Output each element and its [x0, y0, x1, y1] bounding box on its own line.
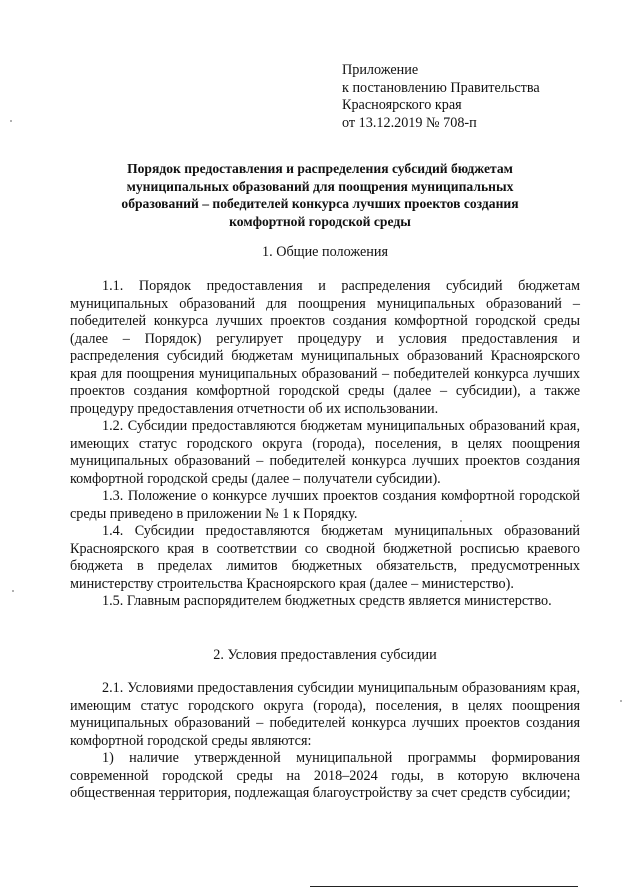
footer-rule: [310, 886, 578, 887]
appendix-line: Приложение: [342, 62, 419, 78]
scan-speck: [10, 120, 12, 122]
document-title: [100, 160, 540, 230]
paragraph-1-4: 1.4. Субсидии предоставляются бюджетам муниципальных образований Красноярского края в соответствии со сводной бюджетной росписью краевого бюджета в пределах лимитов бюджетных обязательств, предусмотренных министерству строительства Красноярского края (далее – министерство).: [70, 523, 580, 592]
title-line: Порядок предоставления и распределения субсидий бюджетам: [127, 161, 513, 176]
scan-speck: [620, 700, 622, 702]
title-line: комфортной городской среды: [229, 213, 411, 229]
section-1-body: [70, 278, 580, 611]
scan-speck: [12, 590, 14, 592]
scan-speck: [460, 520, 462, 522]
appendix-block: [342, 62, 540, 132]
paragraph-1-5: 1.5. Главным распорядителем бюджетных средств является министерство.: [102, 593, 552, 609]
paragraph-1-1: 1.1. Порядок предоставления и распределения субсидий бюджетам муниципальных образований для поощрения муниципальных образований – победителей конкурса лучших проектов создания комфортной городской среды (далее – Порядок) регулирует процедуру и условия предоставления и распределения субсидий бюджетам муниципальных образований Красноярского края для поощрения муниципальных образований – победителей конкурса лучших проектов создания комфортной городской среды (далее – субсидии), а также процедуру предоставления отчетности об их использовании.: [70, 278, 580, 417]
section-2-heading: 2. Условия предоставления субсидии: [213, 647, 437, 663]
appendix-line: Красноярского края: [342, 97, 462, 113]
paragraph-2-1: 2.1. Условиями предоставления субсидии муниципальным образованиям края, имеющим статус городского округа (города), поселения, в целях поощрения муниципальных образований – победителей конкурса лучших проектов создания комфортной городской среды являются:: [70, 680, 580, 749]
section-2-body: [70, 680, 580, 803]
paragraph-2-1-item-1: 1) наличие утвержденной муниципальной программы формирования современной городской среды на 2018–2024 годы, в которую включена общественная территория, подлежащая благоустройству за счет средств субсидии;: [70, 750, 580, 801]
title-line: образований – победителей конкурса лучших проектов создания: [121, 196, 519, 211]
paragraph-1-3: 1.3. Положение о конкурсе лучших проектов создания комфортной городской среды приведено в приложении № 1 к Порядку.: [70, 488, 580, 522]
paragraph-1-2: 1.2. Субсидии предоставляются бюджетам муниципальных образований края, имеющих статус городского округа (города), поселения, в целях поощрения муниципальных образований – победителей конкурса лучших проектов создания комфортной городской среды (далее – получатели субсидии).: [70, 418, 580, 487]
section-1-heading: 1. Общие положения: [262, 244, 388, 260]
appendix-date-line: от 13.12.2019 № 708-п: [342, 114, 477, 131]
appendix-line: к постановлению Правительства: [342, 79, 540, 96]
title-line: муниципальных образований для поощрения муниципальных: [126, 178, 514, 194]
